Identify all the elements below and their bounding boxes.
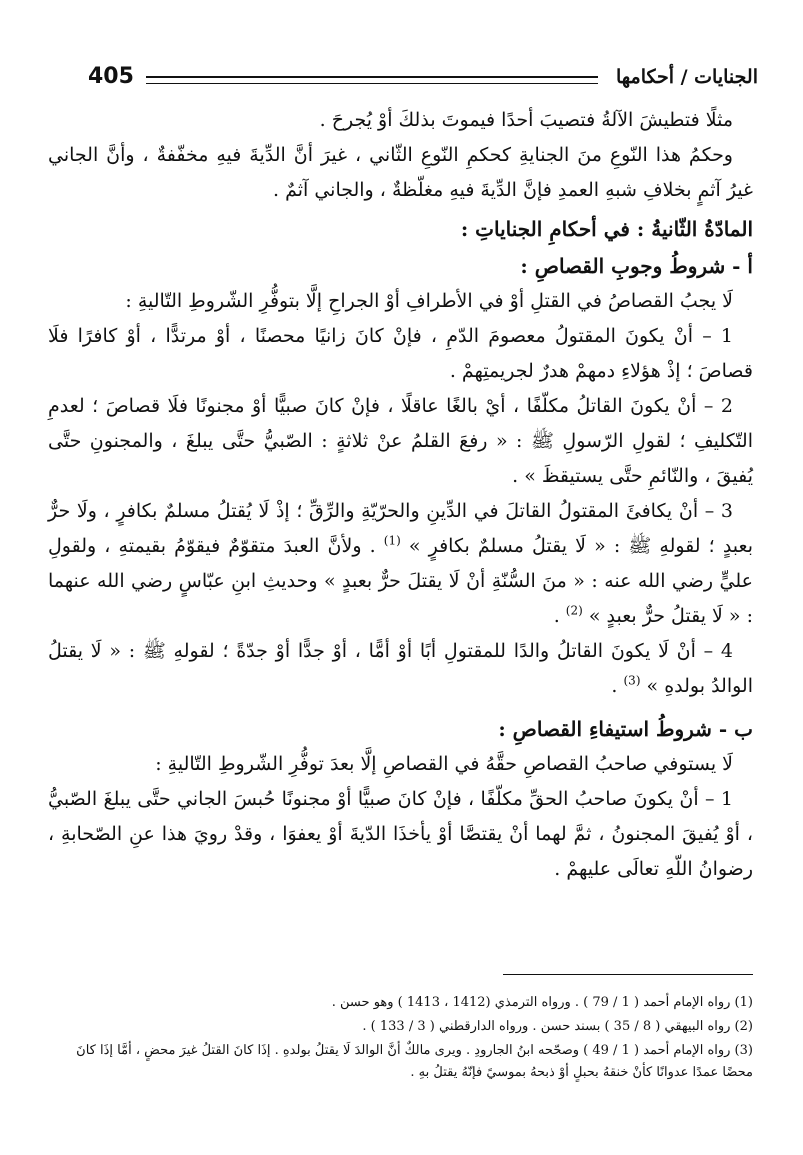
paragraph: لَا يجبُ القصاصُ في القتلِ أوْ في الأطرافِ أوْ الجراحِ إلَّا بتوفُّرِ الشّروطِ التّاليةِ : (125, 290, 733, 312)
paragraph: وحكمُ هذا النّوعِ منَ الجنايةِ كحكمِ النّوعِ الثّاني ، غيرَ أنَّ الدِّيةَ فيهِ مخفّفةٌ ، وأنَّ الجاني غيرُ آثمٍ بخلافِ شبهِ العمدِ فإنَّ الدِّيةَ فيهِ مغلّظةٌ ، والجاني آثمٌ . (48, 144, 753, 201)
header-rule (146, 76, 598, 84)
condition-text: . ولأنَّ العبدَ متقوّمٌ فيقوّمُ بقيمتهِ ، ولقولِ عليٍّ رضي الله عنه : « منَ السُّنّةِ أنْ لَا يقتلَ حرٌّ بعبدٍ » وحديثِ ابنِ عبّاسٍ رضي الله عنهما : « لَا يقتلُ حرٌّ بعبدٍ » (48, 535, 753, 627)
condition-item (48, 494, 753, 634)
footnotes (48, 992, 753, 1086)
footnote-ref[interactable]: (3) (623, 673, 641, 688)
condition-item (48, 634, 753, 704)
condition-text: 4 – أنْ لَا يكونَ القاتلُ والدًا للمقتولِ أبًا أوْ أمًّا ، أوْ جدًّا أوْ جدّةً ؛ لقولهِ ﷺ : « لَا يقتلُ الوالدُ بولدهِ » (48, 640, 753, 697)
condition-item: 1 – أنْ يكونَ المقتولُ معصومَ الدّمِ ، فإنْ كانَ زانيًا محصنًا ، أوْ مرتدًّا ، أوْ كافرًا فلَا قصاصَ ؛ إذْ هؤلاءِ دمهمْ هدرٌ لجريمتِهمْ . (48, 325, 753, 382)
footnote: (1) رواه الإمام أحمد ( 1 / 79 ) . ورواه الترمذي (1412 ، 1413 ) وهو حسن . (331, 995, 753, 1010)
footnote-ref[interactable]: (1) (383, 533, 401, 548)
condition-text: . (611, 675, 624, 697)
footnote-ref[interactable]: (2) (565, 603, 583, 618)
paragraph: لَا يستوفي صاحبُ القصاصِ حقَّهُ في القصاصِ إلَّا بعدَ توفُّرِ الشّروطِ التّاليةِ : (155, 753, 733, 775)
footnote: (3) رواه الإمام أحمد ( 1 / 49 ) وصحّحه ابنُ الجارودِ . ويرى مالكٌ أنَّ الوالدَ لَا يقتلُ بولدهِ . إذَا كانَ القتلُ غيرَ محضٍ ، أمَّا إذَا كانَ محضًا عمدًا عدوانًا كأنْ خنقهُ بحبلٍ أوْ ذبحهُ بموسيً فإنّهُ يقتلُ بهِ . (76, 1043, 753, 1080)
condition-item: 2 – أنْ يكونَ القاتلُ مكلّفًا ، أيْ بالغًا عاقلًا ، فإنْ كانَ صبيًّا أوْ مجنونًا فلَا قصاصَ ؛ لعدمِ التّكليفِ ؛ لقولِ الرّسولِ ﷺ : « رفعَ القلمُ عنْ ثلاثةٍ : الصّبيُّ حتَّى يبلغَ ، والمجنونِ حتَّى يُفيقَ ، والنّائمِ حتَّى يستيقظَ » . (48, 395, 753, 487)
subsection-heading-a: أ - شروطُ وجوبِ القصاصِ : (520, 254, 753, 278)
subsection-heading-b: ب - شروطُ استيفاءِ القصاصِ : (498, 717, 753, 741)
condition-item: 1 – أنْ يكونَ صاحبُ الحقِّ مكلّفًا ، فإنْ كانَ صبيًّا أوْ مجنونًا حُبسَ الجاني حتَّى يبلغَ الصّبيُّ ، أوْ يُفيقَ المجنونُ ، ثمَّ لهما أنْ يقتصَّا أوْ يأخذَا الدّيةَ أوْ يعفوَا ، وقدْ رويَ هذا عنِ الصّحابةِ ، رضوانُ اللّهِ تعالَى عليهمْ . (48, 788, 753, 880)
page-number: 405 (88, 64, 134, 89)
footnote-divider (503, 974, 753, 975)
footnote: (2) رواه البيهقي ( 8 / 35 ) بسند حسن . ورواه الدارقطني ( 3 / 133 ) . (362, 1019, 753, 1034)
paragraph: مثلًا فتطيشَ الآلةُ فتصيبَ أحدًا فيموتَ بذلكَ أوْ يُجرحَ . (319, 109, 733, 131)
main-text (48, 103, 753, 887)
section-heading: المادّةُ الثّانيةُ : في أحكامِ الجناياتِ : (460, 217, 753, 241)
running-header (88, 64, 758, 94)
spacer (48, 704, 753, 710)
condition-text: . (553, 605, 566, 627)
condition-text: 3 – أنْ يكافئَ المقتولُ القاتلَ في الدِّينِ والحرّيّةِ والرِّقِّ ؛ إذْ لَا يُقتلُ مسلمٌ بكافرٍ ، ولَا حرٌّ بعبدٍ ؛ لقولهِ ﷺ : « لَا يقتلُ مسلمٌ بكافرٍ » (48, 500, 753, 557)
header-title: الجنايات / أحكامها (615, 66, 758, 88)
